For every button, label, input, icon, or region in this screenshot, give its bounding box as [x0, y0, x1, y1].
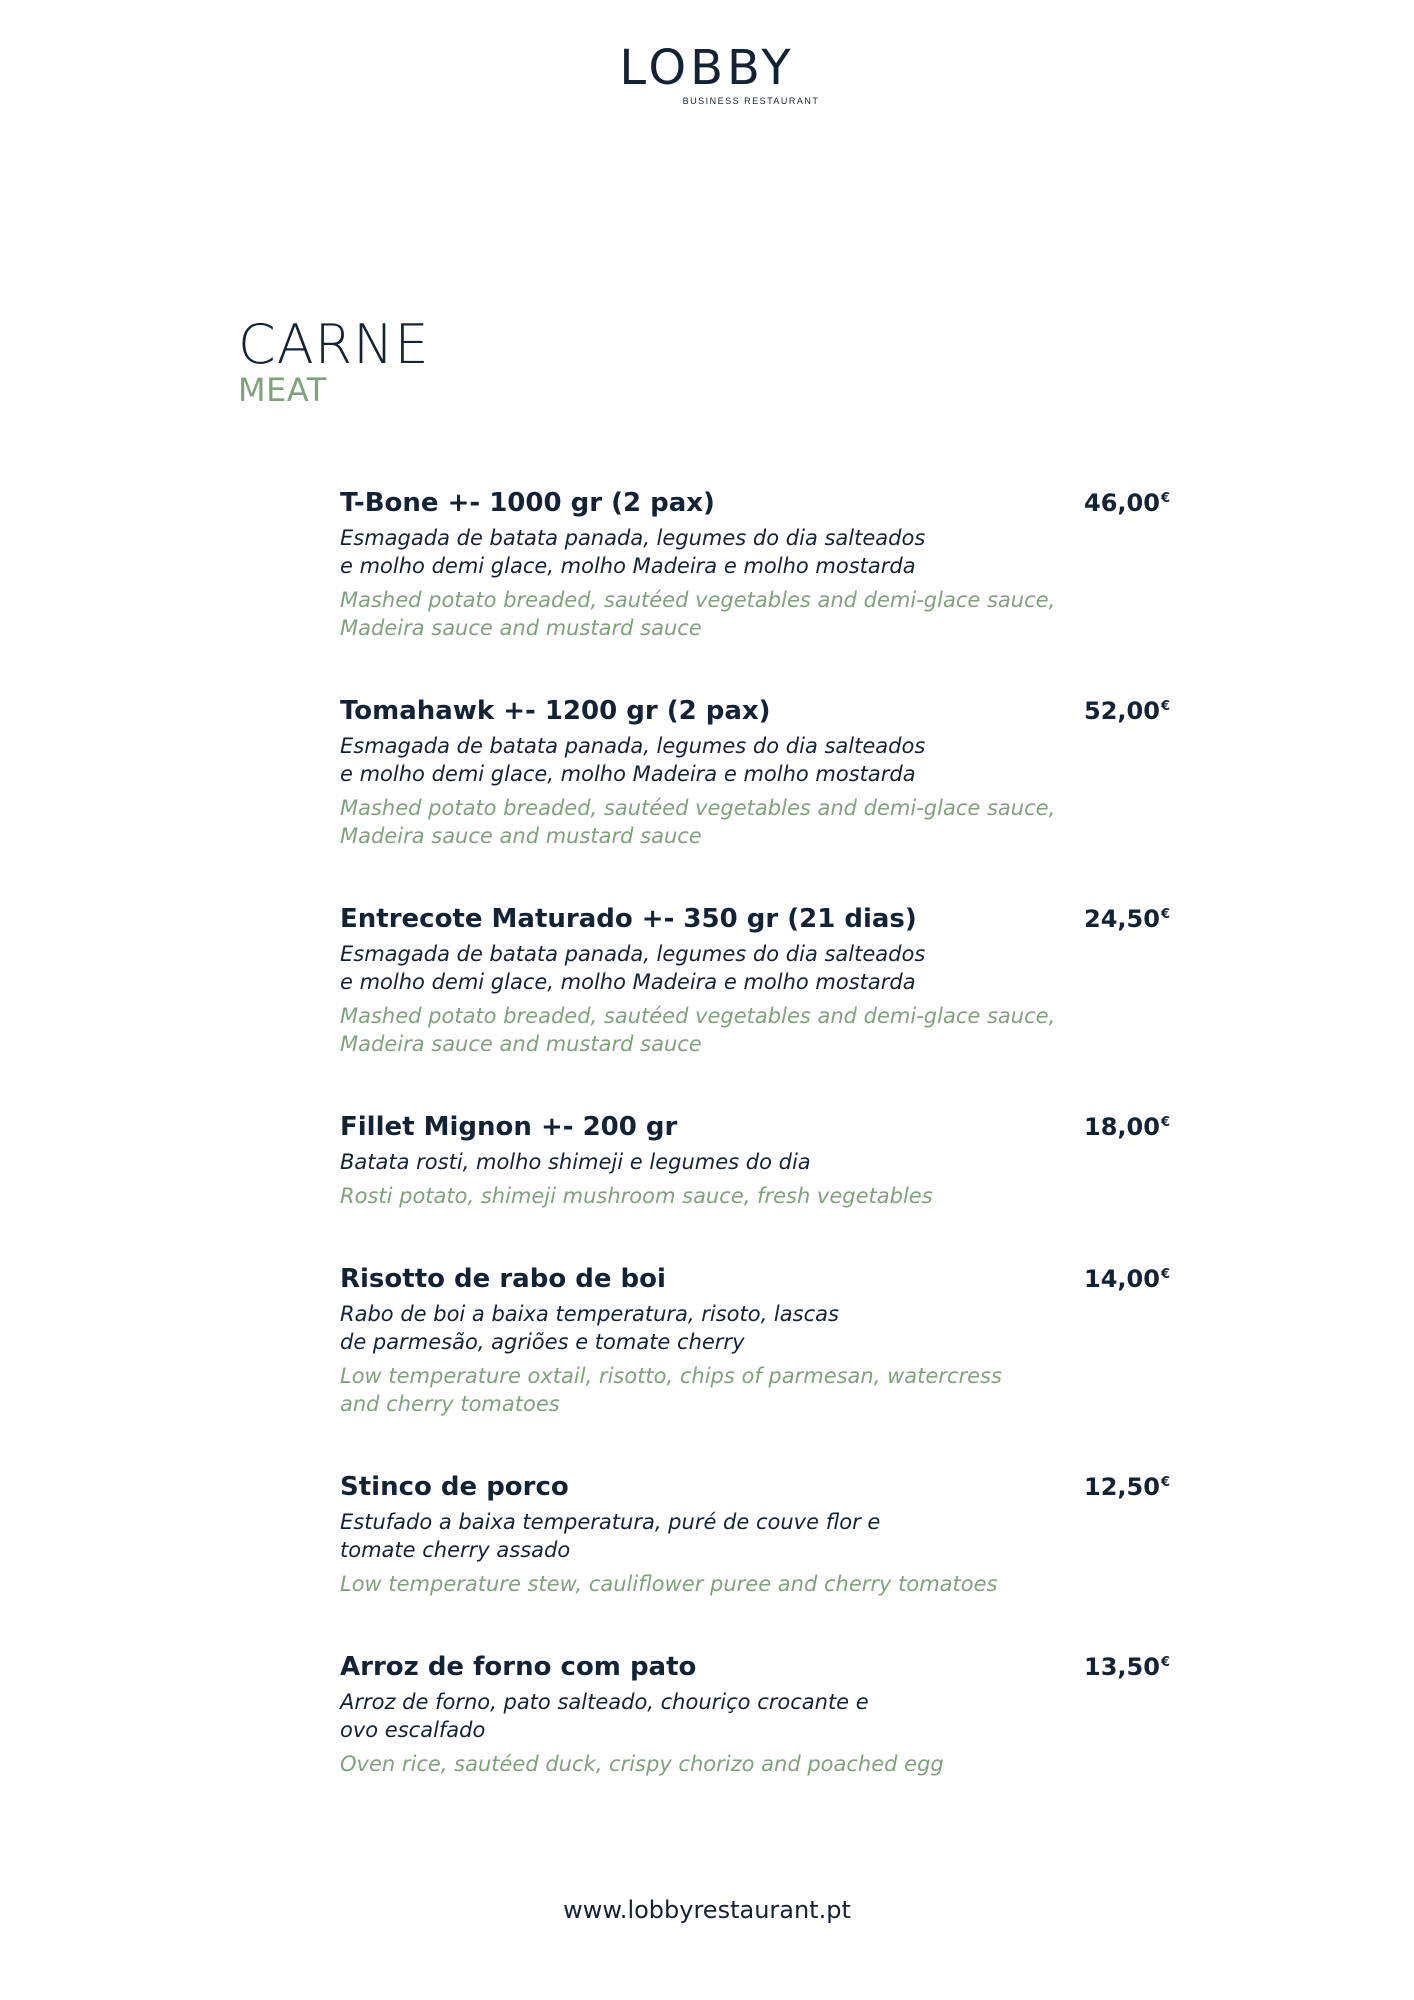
item-description-pt: Esmagada de batata panada, legumes do dia salteados e molho demi glace, molho Madeira e molho mostarda	[340, 942, 926, 994]
currency-symbol: €	[1160, 699, 1170, 714]
item-description-en: Rosti potato, shimeji mushroom sauce, fresh vegetables	[340, 1184, 933, 1208]
item-price	[1084, 690, 1170, 728]
menu-item	[340, 482, 1170, 642]
item-price	[1084, 1646, 1170, 1684]
item-price	[1084, 1258, 1170, 1296]
item-name: Risotto de rabo de boi	[340, 1264, 666, 1294]
item-description-pt: Estufado a baixa temperatura, puré de couve flor e tomate cherry assado	[340, 1510, 881, 1562]
item-description-pt: Esmagada de batata panada, legumes do dia salteados e molho demi glace, molho Madeira e molho mostarda	[340, 734, 926, 786]
item-description-en: Low temperature stew, cauliflower puree and cherry tomatoes	[340, 1572, 998, 1596]
menu-item	[340, 1466, 1170, 1598]
price-value: 24,50	[1084, 905, 1160, 933]
price-value: 13,50	[1084, 1653, 1160, 1681]
item-description-pt: Esmagada de batata panada, legumes do dia salteados e molho demi glace, molho Madeira e molho mostarda	[340, 526, 926, 578]
currency-symbol: €	[1160, 491, 1170, 506]
item-name: Tomahawk +- 1200 gr (2 pax)	[340, 696, 771, 726]
item-price	[1084, 898, 1170, 936]
price-value: 52,00	[1084, 697, 1160, 725]
item-price	[1084, 1106, 1170, 1144]
price-value: 14,00	[1084, 1265, 1160, 1293]
menu-item	[340, 1106, 1170, 1210]
menu-list	[340, 482, 1170, 1778]
menu-item	[340, 690, 1170, 850]
section-title: CARNE	[238, 313, 430, 376]
menu-item	[340, 1258, 1170, 1418]
currency-symbol: €	[1160, 1115, 1170, 1130]
item-name: Fillet Mignon +- 200 gr	[340, 1112, 678, 1142]
item-name: Arroz de forno com pato	[340, 1652, 697, 1682]
item-name: Entrecote Maturado +- 350 gr (21 dias)	[340, 904, 917, 934]
item-price	[1084, 482, 1170, 520]
item-description-pt: Rabo de boi a baixa temperatura, risoto, lascas de parmesão, agriões e tomate cherry	[340, 1302, 839, 1354]
item-name: T-Bone +- 1000 gr (2 pax)	[340, 488, 715, 518]
item-name: Stinco de porco	[340, 1472, 569, 1502]
price-value: 18,00	[1084, 1113, 1160, 1141]
item-description-en: Oven rice, sautéed duck, crispy chorizo and poached egg	[340, 1752, 944, 1776]
price-value: 46,00	[1084, 489, 1160, 517]
item-description-en: Low temperature oxtail, risotto, chips of parmesan, watercress and cherry tomatoes	[340, 1364, 1002, 1416]
website-link[interactable]: www.lobbyrestaurant.pt	[563, 1896, 851, 1924]
item-description-en: Mashed potato breaded, sautéed vegetables and demi-glace sauce, Madeira sauce and mustard sauce	[340, 796, 1056, 848]
currency-symbol: €	[1160, 1267, 1170, 1282]
currency-symbol: €	[1160, 907, 1170, 922]
price-value: 12,50	[1084, 1473, 1160, 1501]
currency-symbol: €	[1160, 1475, 1170, 1490]
menu-item	[340, 1646, 1170, 1778]
item-description-en: Mashed potato breaded, sautéed vegetables and demi-glace sauce, Madeira sauce and mustard sauce	[340, 588, 1056, 640]
logo-wordmark: LOBBY	[619, 40, 795, 96]
menu-item	[340, 898, 1170, 1058]
item-description-pt: Arroz de forno, pato salteado, chouriço crocante e ovo escalfado	[340, 1690, 869, 1742]
restaurant-logo	[0, 40, 1414, 106]
section-subtitle: MEAT	[238, 371, 327, 409]
logo-tagline: BUSINESS RESTAURANT	[682, 96, 820, 106]
currency-symbol: €	[1160, 1655, 1170, 1670]
item-description-en: Mashed potato breaded, sautéed vegetables and demi-glace sauce, Madeira sauce and mustard sauce	[340, 1004, 1056, 1056]
item-price	[1084, 1466, 1170, 1504]
item-description-pt: Batata rosti, molho shimeji e legumes do dia	[340, 1150, 811, 1174]
